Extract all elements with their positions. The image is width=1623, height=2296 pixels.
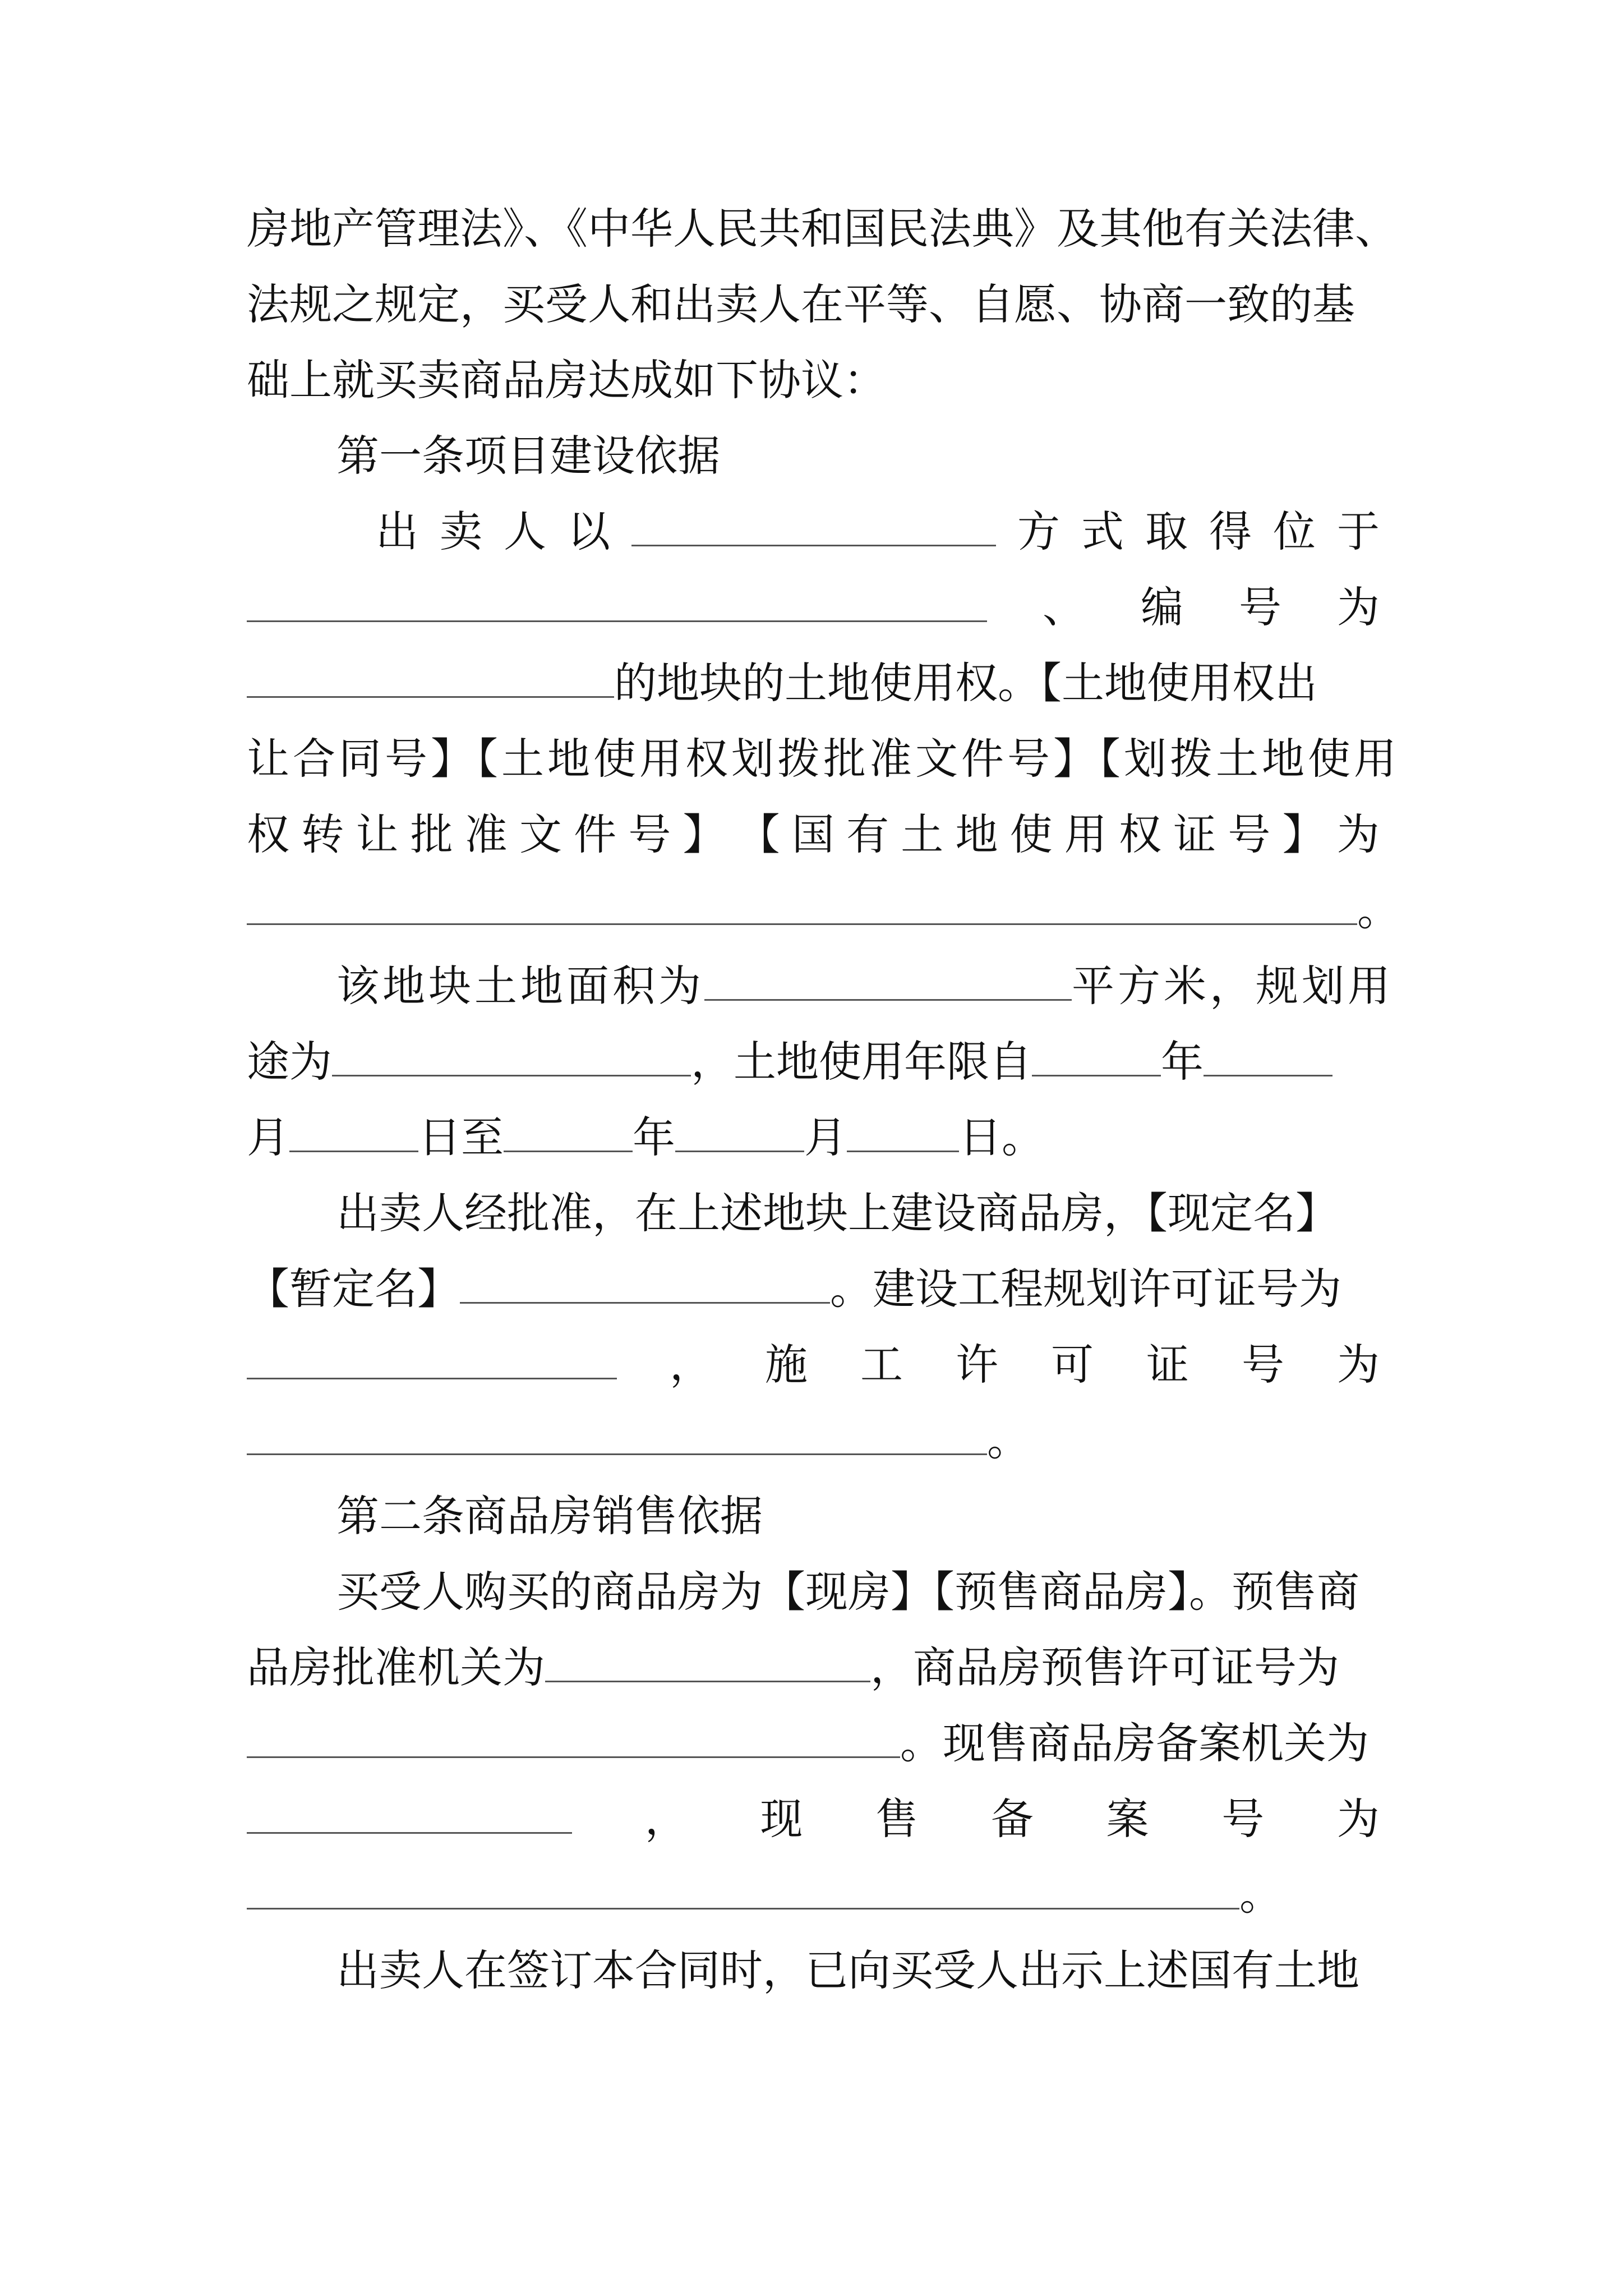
article-1-line-8: 途为 ，土地使用年限自 年 [247, 1032, 1387, 1091]
article-1-line-5: 权 转 让 批 准 文 件 号 】 【 国 有 土 地 使 用 权 证 号 】 为 [247, 809, 1380, 859]
article-1-line-1: 出 卖 人 以 方 式 取 得 位 于 [376, 502, 1380, 561]
blank-land-certificate-number[interactable] [247, 881, 1357, 925]
article-2-line-5: 。 [247, 1865, 1387, 1924]
article-2-line-3: 。现售商品房备案机关为 [247, 1714, 1387, 1773]
blank-acquisition-method[interactable] [631, 502, 996, 546]
article-1-line-4: 让合同号】【土地使用权划拨批准文件号】【划拨土地使用 [247, 734, 1400, 784]
text-line-2: 法规之规定，买受人和出卖人在平等、自愿、协商一致的基 [247, 279, 1355, 329]
article-1-line-7: 该地块土地面积为 平方米，规划用 [336, 956, 1387, 1015]
text-line-1: 房地产管理法》、《中华人民共和国民法典》及其他有关法律、 [247, 204, 1398, 254]
blank-land-use[interactable] [332, 1032, 691, 1076]
blank-planning-permit-number[interactable] [247, 1335, 617, 1379]
article-1-line-11: 【暂定名】 。建设工程规划许可证号为 [247, 1259, 1387, 1318]
blank-end-year[interactable] [504, 1108, 633, 1152]
blank-end-month[interactable] [675, 1108, 804, 1152]
article-1-line-3: 的地块的土地使用权。【土地使用权出 [247, 654, 1387, 712]
blank-start-year[interactable] [1032, 1032, 1161, 1076]
blank-project-name[interactable] [460, 1259, 830, 1304]
blank-start-month-a[interactable] [1204, 1032, 1332, 1076]
blank-land-location[interactable] [247, 578, 987, 622]
blank-filing-number[interactable] [247, 1865, 1239, 1910]
article-2-line-1: 买受人购买的商品房为【现房】【预售商品房】。预售商 [336, 1567, 1359, 1617]
article-2-line-2: 品房批准机关为 ，商品房预售许可证号为 [247, 1638, 1387, 1697]
article-1-line-6: 。 [247, 881, 1387, 940]
text-line-3: 础上就买卖商品房达成如下协议： [247, 355, 886, 405]
blank-start-day[interactable] [289, 1108, 418, 1152]
article-2-line-4: ， 现 售 备 案 号 为 [247, 1789, 1380, 1848]
article-2-title: 第二条商品房销售依据 [336, 1491, 763, 1541]
article-1-line-10: 出卖人经批准，在上述地块上建设商品房，【现定名】 [336, 1188, 1338, 1238]
blank-filing-authority[interactable] [247, 1789, 572, 1834]
blank-presale-approval-authority[interactable] [545, 1638, 870, 1682]
article-1-line-12: ， 施 工 许 可 证 号 为 [247, 1335, 1380, 1394]
blank-land-number[interactable] [247, 654, 614, 698]
blank-presale-permit-number[interactable] [247, 1714, 900, 1758]
blank-construction-permit-number[interactable] [247, 1411, 987, 1455]
article-1-title: 第一条项目建设依据 [336, 431, 720, 481]
blank-land-area[interactable] [704, 956, 1072, 1001]
blank-end-day[interactable] [847, 1108, 959, 1152]
article-1-line-9: 月 日至 年 月 日。 [247, 1108, 1387, 1167]
article-1-line-13: 。 [247, 1411, 1387, 1470]
article-1-line-2: 、 编 号 为 [247, 578, 1380, 637]
article-2-line-6: 出卖人在签订本合同时，已向买受人出示上述国有土地 [336, 1945, 1359, 1995]
